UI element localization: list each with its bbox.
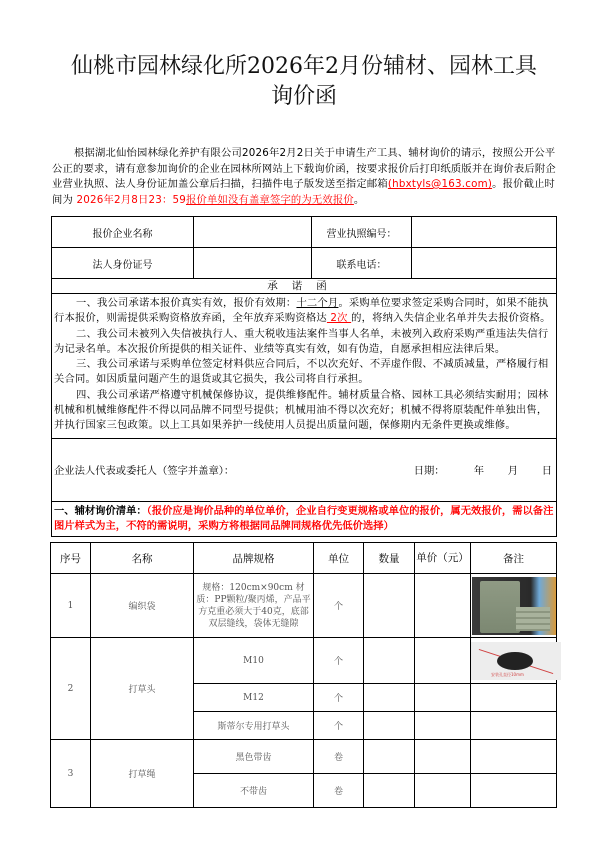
item-unit: 个: [314, 712, 364, 740]
date-year: 年: [473, 465, 484, 478]
table-header-row: [51, 543, 557, 574]
item-no: 2: [51, 638, 91, 740]
section-heading: [52, 501, 557, 536]
item-unit: 卷: [314, 774, 364, 808]
item-name: 打草绳: [91, 740, 194, 808]
business-license-field[interactable]: [412, 217, 557, 248]
item-remark: [471, 638, 557, 684]
intro-end: 。: [353, 193, 365, 206]
item-remark: [471, 740, 557, 774]
intro-paragraph: [52, 146, 556, 208]
woven-bag-photo: [472, 577, 556, 635]
item-price-field[interactable]: [415, 574, 471, 638]
table-row: [51, 740, 557, 774]
signature-label: 企业法人代表或委托人（签字并盖章）：: [54, 465, 235, 478]
item-remark: [471, 684, 557, 712]
item-no: 3: [51, 740, 91, 808]
item-spec: M12: [194, 684, 314, 712]
commitment-clause-2: 二、我公司未被列入失信被执行人、重大税收违法案件当事人名单，未被列入政府采购严重违法失信行为记录名单。本次报价所提供的相关证件、业绩等真实有效，如有伪造，自愿承担相应法律后果。: [54, 327, 549, 355]
item-spec: 黑色带齿: [194, 740, 314, 774]
col-header-spec: 品牌规格: [194, 543, 314, 574]
company-row: [52, 217, 557, 248]
contact-email-link[interactable]: (hbxtyls@163.com): [387, 178, 493, 190]
commitment-title: 承诺函: [52, 279, 557, 294]
trimmer-head-photo: [471, 642, 561, 680]
commitment-clause-4: 四、我公司承诺严格遵守机械保修协议，提供维修配件。辅材质量合格、园林工具必须结实耐用；园林机械和机械维修配件不得以同品牌不同型号提供；机械用油不得以次充好；机械不得将原装配件单独出售，并执行国家三包政策。以上工具如果养护一线使用人员提出质量问题，保修期内无条件更换或维修。: [54, 388, 549, 432]
legal-person-row: [52, 248, 557, 279]
item-price-field[interactable]: [415, 740, 471, 774]
item-spec: 不带齿: [194, 774, 314, 808]
commitment-clause-3: 三、我公司承诺与采购单位签定材料供应合同后，不以次充好、不弄虚作假、不减质减量，严格履行相关合同。如因质量问题产生的退货或其它损失，我公司将自行承担。: [54, 358, 549, 386]
item-price-field[interactable]: [415, 774, 471, 808]
col-header-price: 单价（元）: [415, 543, 471, 574]
item-no: 1: [51, 574, 91, 638]
table-row: [51, 638, 557, 684]
materials-inquiry-table: [50, 542, 557, 808]
item-qty-field[interactable]: [364, 638, 415, 684]
item-unit: 个: [314, 638, 364, 684]
title-line-2: 询价函: [270, 84, 337, 109]
item-remark: [471, 574, 557, 638]
col-header-name: 名称: [91, 543, 194, 574]
deadline: 2026年2月8日23：59: [76, 193, 186, 206]
commitment-body: [52, 294, 557, 439]
clause-1-text: 一、我公司承诺本报价真实有效，报价有效期：: [76, 297, 297, 309]
item-price-field[interactable]: [415, 684, 471, 712]
intro-text-deadline-prefix: 。报价截止时间为: [52, 178, 556, 206]
item-spec: M10: [194, 638, 314, 684]
item-price-field[interactable]: [415, 712, 471, 740]
legal-id-label: 法人身份证号: [52, 248, 194, 279]
item-qty-field[interactable]: [364, 712, 415, 740]
item-unit: 卷: [314, 740, 364, 774]
item-qty-field[interactable]: [364, 574, 415, 638]
title-line-1: 仙桃市园林绿化所2026年2月份辅材、园林工具: [71, 54, 537, 79]
intro-text: 根据湖北仙怡园林绿化养护有限公司2026年2月2日关于申请生产工具、辅材询价的请示，按照公开公平公正的要求，请有意参加询价的企业在园林所网站上下载询价函，按要求报价后打印纸质版并在询价表后附企业营业执照、法人身份证加盖公章后扫描，扫描件电子版发送至指定邮箱: [52, 147, 556, 190]
photo-caption: 安装孔直径10mm: [491, 671, 524, 677]
item-unit: 个: [314, 574, 364, 638]
phone-label: 联系电话：: [312, 248, 412, 279]
clause-1-text-c: 的，将纳入失信企业名单并失去报价资格。: [351, 312, 551, 325]
item-qty-field[interactable]: [364, 740, 415, 774]
legal-id-field[interactable]: [194, 248, 312, 279]
item-price-field[interactable]: [415, 638, 471, 684]
commitment-clause-1: [54, 296, 554, 327]
signature-date: [414, 462, 552, 477]
section-title: 一、辅材询价清单：: [54, 504, 147, 517]
date-day: 日: [541, 465, 552, 478]
col-header-unit: 单位: [314, 543, 364, 574]
col-header-remark: 备注: [471, 543, 557, 574]
item-qty-field[interactable]: [364, 774, 415, 808]
item-remark: [471, 712, 557, 740]
signature-row: [52, 438, 557, 501]
business-license-label: 营业执照编号：: [312, 217, 412, 248]
item-spec: 斯蒂尔专用打草头: [194, 712, 314, 740]
section-note: （报价应是询价品种的单位单价，企业自行变更规格或单位的报价，属无效报价，需以备注图片样式为主，不符的需说明，采购方将根据同品牌同规格优先低价选择）: [54, 504, 554, 532]
validity-period: 十二个月: [296, 297, 339, 309]
clause-1-text-b: 。采购单位要求签定采购合同时，如果不能执行本报价，则需提供采购资格放弃函，全年放弃采购资格达: [54, 297, 549, 325]
item-spec: 规格：120cm×90cm 材质：PP颗粒/聚丙烯，产品平方克重必须大于40克，底部双层缝线，袋体无缝隙: [194, 574, 314, 638]
date-label: 日期：: [413, 465, 445, 478]
document-title: [0, 52, 608, 112]
item-name: 编织袋: [91, 574, 194, 638]
date-month: 月: [507, 465, 518, 478]
phone-field[interactable]: [412, 248, 557, 279]
table-row: [51, 574, 557, 638]
forfeit-times: 2次: [326, 312, 352, 325]
invalid-quote-warning: 报价单如没有盖章签字的为无效报价: [185, 193, 354, 206]
item-unit: 个: [314, 684, 364, 712]
company-name-field[interactable]: [194, 217, 312, 248]
item-name: 打草头: [91, 638, 194, 740]
item-qty-field[interactable]: [364, 684, 415, 712]
col-header-no: 序号: [51, 543, 91, 574]
company-name-label: 报价企业名称: [52, 217, 194, 248]
col-header-qty: 数量: [364, 543, 415, 574]
item-remark: [471, 774, 557, 808]
quote-info-table: [51, 216, 557, 537]
